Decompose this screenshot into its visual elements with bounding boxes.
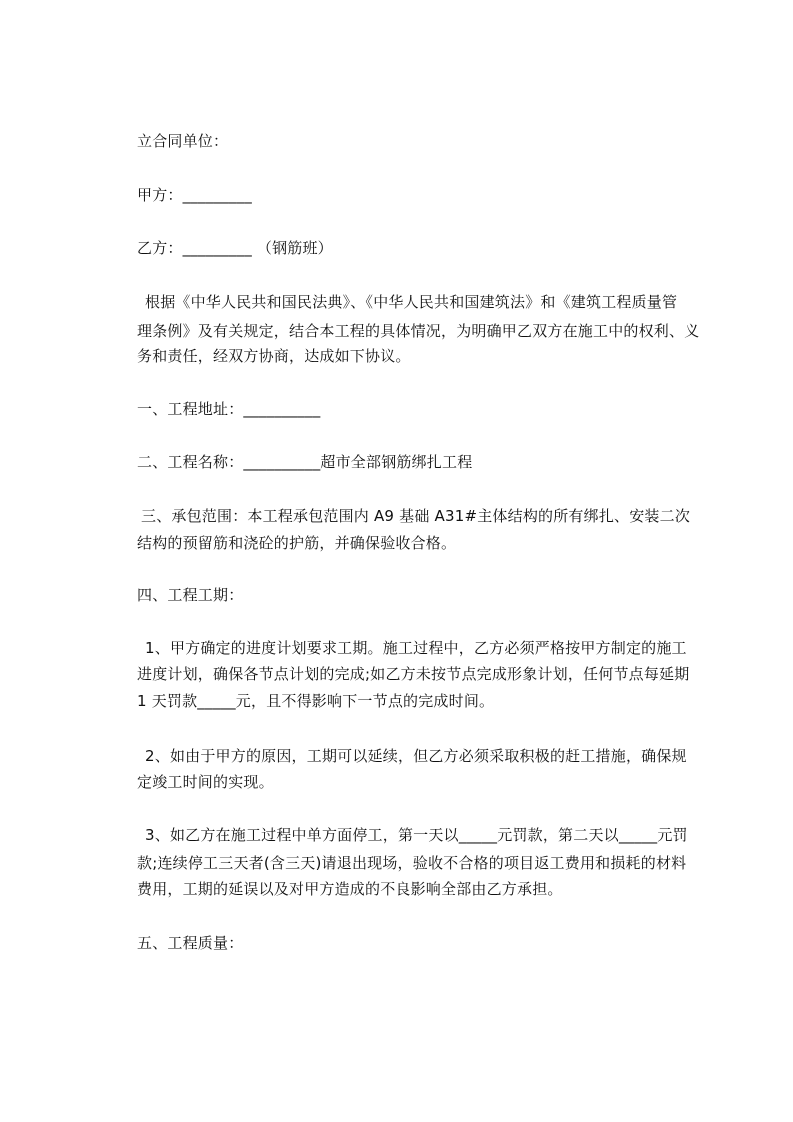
schedule-clause-3-line-2: 款;连续停工三天者(含三天)请退出现场，验收不合格的项目返工费用和损耗的材料 (137, 854, 687, 872)
section-project-name: 二、工程名称：__________超市全部钢筋绑扎工程 (137, 453, 473, 471)
schedule-clause-1-line-2: 进度计划，确保各节点计划的完成;如乙方未按节点完成形象计划，任何节点每延期 (137, 665, 690, 683)
schedule-clause-2-line-1: 2、如由于甲方的原因，工期可以延续，但乙方必须采取积极的赶工措施，确保规 (145, 747, 687, 765)
section-scope-line-2: 结构的预留筋和浇砼的护筋，并确保验收合格。 (137, 534, 457, 552)
preamble-line-3: 务和责任，经双方协商，达成如下协议。 (137, 347, 411, 365)
schedule-clause-3-line-1: 3、如乙方在施工过程中单方面停工，第一天以_____元罚款，第二天以_____元罚 (145, 826, 688, 844)
preamble-line-1: 根据《中华人民共和国民法典》、《中华人民共和国建筑法》和《建筑工程质量管 (145, 293, 678, 311)
section-scope-line-1: 三、承包范围：本工程承包范围内 A9 基础 A31#主体结构的所有绑扎、安装二次 (141, 507, 691, 525)
contract-parties-heading: 立合同单位： (137, 132, 229, 150)
preamble-line-2: 理条例》及有关规定，结合本工程的具体情况，为明确甲乙双方在施工中的权利、义 (137, 322, 700, 340)
schedule-clause-1-line-3: 1 天罚款_____元，且不得影响下一节点的完成时间。 (137, 692, 495, 710)
section-project-address: 一、工程地址：__________ (137, 400, 321, 418)
section-quality-title: 五、工程质量： (137, 934, 244, 952)
schedule-clause-3-line-3: 费用，工期的延误以及对甲方造成的不良影响全部由乙方承担。 (137, 880, 563, 898)
party-b-line: 乙方：_________ （钢筋班） (137, 239, 333, 257)
schedule-clause-2-line-2: 定竣工时间的实现。 (137, 773, 274, 791)
section-schedule-title: 四、工程工期： (137, 586, 244, 604)
party-a-line: 甲方：_________ (137, 186, 252, 204)
schedule-clause-1-line-1: 1、甲方确定的进度计划要求工期。施工过程中，乙方必须严格按甲方制定的施工 (145, 639, 687, 657)
